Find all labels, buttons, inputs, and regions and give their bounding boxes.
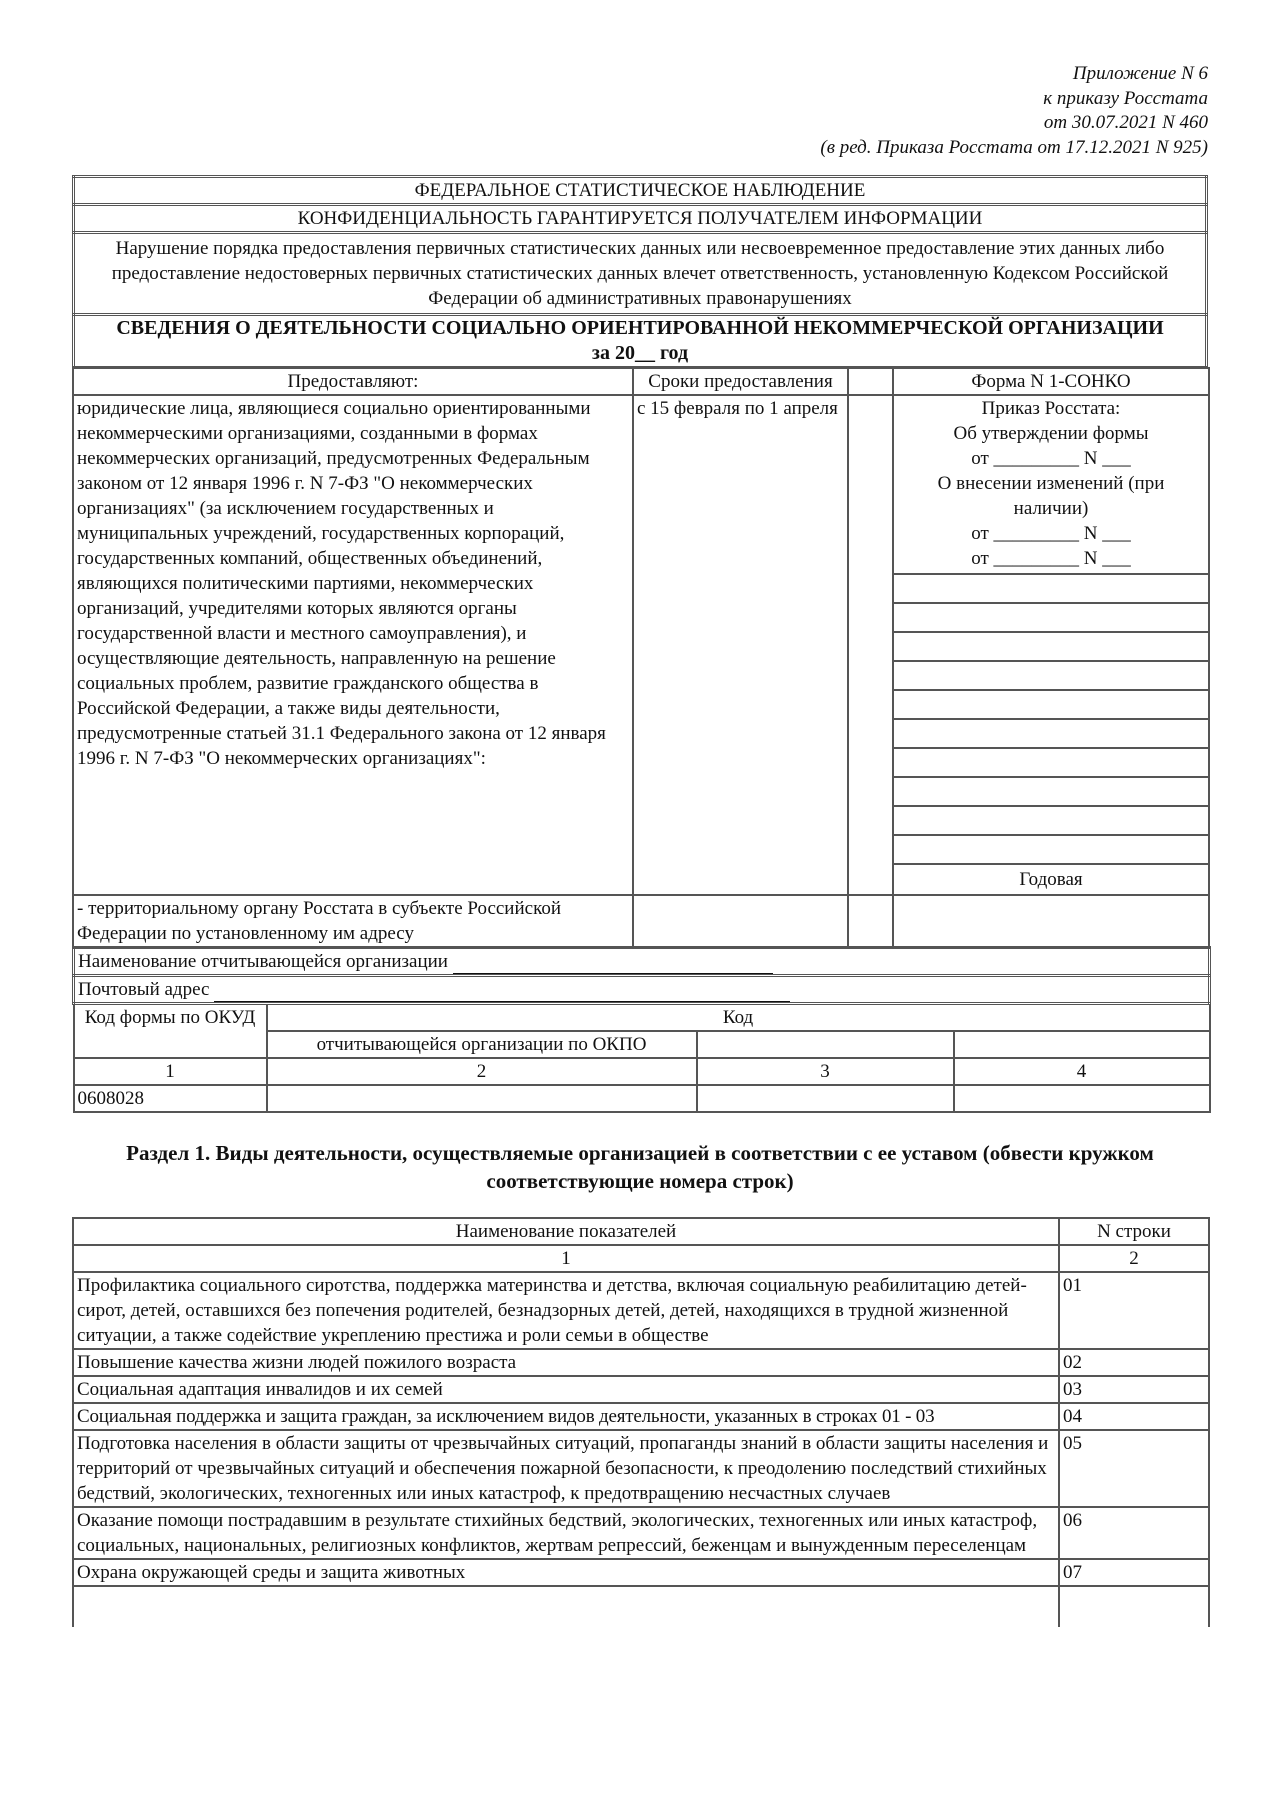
row-number[interactable]: 01 — [1059, 1272, 1209, 1349]
order-change: О внесении изменений (при наличии) — [937, 473, 1165, 519]
row-number[interactable]: 04 — [1059, 1403, 1209, 1430]
org-name-row — [74, 948, 1210, 976]
row-name: Социальная адаптация инвалидов и их семей — [73, 1376, 1059, 1403]
org-address-label: Почтовый адрес — [78, 979, 210, 1000]
row-name: Повышение качества жизни людей пожилого возраста — [73, 1349, 1059, 1376]
code-col-4-value[interactable] — [954, 1085, 1210, 1112]
recipient-text: - территориальному органу Росстата в субъекте Российской Федерации по установленному им адресу — [73, 895, 633, 947]
col-deadline-header: Сроки предоставления — [633, 368, 848, 395]
confidential-label: КОНФИДЕНЦИАЛЬНОСТЬ ГАРАНТИРУЕТСЯ ПОЛУЧАТЕЛЕМ ИНФОРМАЦИИ — [74, 205, 1207, 233]
table-row — [73, 1559, 1209, 1586]
okud-header: Код формы по ОКУД — [74, 1004, 267, 1059]
col-name-header: Наименование показателей — [73, 1218, 1059, 1245]
section-1-table — [72, 1217, 1210, 1627]
blank-line — [894, 604, 1208, 633]
col-name-index: 1 — [73, 1245, 1059, 1272]
deadline-value: с 15 февраля по 1 апреля — [633, 395, 848, 895]
col-index-4: 4 — [954, 1058, 1210, 1085]
row-name: Подготовка населения в области защиты от чрезвычайных ситуаций, пропаганды знаний в области защиты населения и территорий от чрезвычайных ситуаций и обеспечения пожарной безопасности, к преодолению последствий стихийных бедствий, экологических, техногенных или иных катастроф, к предотвращению несчастных случаев — [73, 1430, 1059, 1507]
row-name: Охрана окружающей среды и защита животных — [73, 1559, 1059, 1586]
header-table — [72, 175, 1208, 369]
code-header: Код — [267, 1004, 1210, 1032]
row-number[interactable]: 03 — [1059, 1376, 1209, 1403]
table-row-continuation — [73, 1586, 1209, 1627]
appendix-line-1: Приложение N 6 — [1072, 63, 1208, 84]
section-1-title: Раздел 1. Виды деятельности, осуществляемые организацией в соответствии с ее уставом (обвести кружком соответствующие номера строк) — [126, 1141, 1154, 1193]
blank-line — [894, 807, 1208, 836]
appendix-line-3: от 30.07.2021 N 460 — [1043, 112, 1208, 133]
row-number[interactable]: 02 — [1059, 1349, 1209, 1376]
org-table — [72, 946, 1211, 1113]
form-page — [72, 62, 1208, 1627]
form-period: за 20__ год — [591, 342, 689, 364]
order-title: Приказ Росстата: — [981, 398, 1121, 419]
provider-description: юридические лица, являющиеся социально ориентированными некоммерческими организациями, созданными в формах некоммерческих организаций, предусмотренных Федеральным законом от 12 января 1996 г. N 7-ФЗ "О некоммерческих организациях" (за исключением государственных и муниципальных учреждений, государственных корпораций, государственных компаний, общественных объединений, являющихся политическими партиями, некоммерческих организаций, учредителями которых являются органы государственной власти и местного самоуправления), и осуществляющие деятельность, направленную на решение социальных проблем, развитие гражданского общества в Российской Федерации, а также виды деятельности, предусмотренные статьей 31.1 Федерального закона от 12 января 1996 г. N 7-ФЗ "О некоммерческих организациях": — [73, 395, 633, 895]
org-name-field[interactable] — [453, 973, 773, 974]
blank-line — [894, 575, 1208, 604]
table-row — [73, 1430, 1209, 1507]
col-form-header: Форма N 1-СОНКО — [893, 368, 1209, 395]
form-title — [74, 315, 1207, 368]
appendix-line-2: к приказу Росстата — [1043, 87, 1208, 109]
row-name-continuation — [73, 1586, 1059, 1627]
col-index-1: 1 — [74, 1058, 267, 1085]
table-row — [73, 1376, 1209, 1403]
order-from-3: от _________ N ___ — [971, 548, 1131, 569]
table-row — [73, 1349, 1209, 1376]
table-row — [73, 1403, 1209, 1430]
blank-line — [894, 662, 1208, 691]
table-row — [73, 1507, 1209, 1559]
code-col-3-header — [697, 1031, 954, 1058]
order-approve: Об утверждении формы — [953, 423, 1149, 444]
appendix-line-4: (в ред. Приказа Росстата от 17.12.2021 N 925) — [820, 136, 1208, 158]
order-from-2: от _________ N ___ — [971, 523, 1131, 544]
observation-label: ФЕДЕРАЛЬНОЕ СТАТИСТИЧЕСКОЕ НАБЛЮДЕНИЕ — [74, 177, 1207, 205]
okpo-value-cell[interactable] — [267, 1085, 697, 1112]
appendix-note — [72, 62, 1208, 160]
order-block — [893, 395, 1209, 574]
recipient-form-cell — [893, 895, 1209, 947]
row-number[interactable]: 06 — [1059, 1507, 1209, 1559]
code-col-3-value[interactable] — [697, 1085, 954, 1112]
form-title-text: СВЕДЕНИЯ О ДЕЯТЕЛЬНОСТИ СОЦИАЛЬНО ОРИЕНТИРОВАННОЙ НЕКОММЕРЧЕСКОЙ ОРГАНИЗАЦИИ — [116, 317, 1164, 339]
col-index-2: 2 — [267, 1058, 697, 1085]
org-address-field[interactable] — [214, 1001, 790, 1002]
code-col-4-header — [954, 1031, 1210, 1058]
col-index-3: 3 — [697, 1058, 954, 1085]
blank-lines-block — [893, 574, 1209, 895]
order-from-1: от _________ N ___ — [971, 448, 1131, 469]
row-number[interactable]: 07 — [1059, 1559, 1209, 1586]
providers-table — [72, 367, 1210, 948]
periodicity-label: Годовая — [1019, 869, 1083, 890]
blank-line — [894, 749, 1208, 778]
warning-text: Нарушение порядка предоставления первичных статистических данных или несвоевременное предоставление этих данных либо предоставление недостоверных первичных статистических данных влечет ответственность, установленную Кодексом Российской Федерации об административных правонарушениях — [74, 233, 1207, 315]
recipient-deadline-cell — [633, 895, 848, 947]
blank-line — [894, 720, 1208, 749]
okud-value: 0608028 — [74, 1085, 267, 1112]
spacer-cell — [848, 395, 893, 895]
col-num-header: N строки — [1059, 1218, 1209, 1245]
col-num-index: 2 — [1059, 1245, 1209, 1272]
table-row — [73, 1272, 1209, 1349]
row-name: Профилактика социального сиротства, поддержка материнства и детства, включая социальную реабилитацию детей-сирот, детей, оставшихся без попечения родителей, безнадзорных детей, детей, находящихся в трудной жизненной ситуации, а также содействие укреплению престижа и роли семьи в обществе — [73, 1272, 1059, 1349]
col-provide-header: Предоставляют: — [73, 368, 633, 395]
org-name-label: Наименование отчитывающейся организации — [78, 951, 448, 972]
row-name: Оказание помощи пострадавшим в результате стихийных бедствий, экологических, техногенных или иных катастроф, социальных, национальных, религиозных конфликтов, жертвам репрессий, беженцам и вынужденным переселенцам — [73, 1507, 1059, 1559]
blank-line — [894, 778, 1208, 807]
org-address-row — [74, 976, 1210, 1004]
row-name: Социальная поддержка и защита граждан, за исключением видов деятельности, указанных в строках 01 - 03 — [73, 1403, 1059, 1430]
row-number[interactable]: 05 — [1059, 1430, 1209, 1507]
spacer-cell — [848, 895, 893, 947]
row-number-continuation — [1059, 1586, 1209, 1627]
blank-line — [894, 836, 1208, 865]
blank-line — [894, 633, 1208, 662]
okpo-header: отчитывающейся организации по ОКПО — [267, 1031, 697, 1058]
spacer-cell — [848, 368, 893, 395]
blank-line — [894, 691, 1208, 720]
